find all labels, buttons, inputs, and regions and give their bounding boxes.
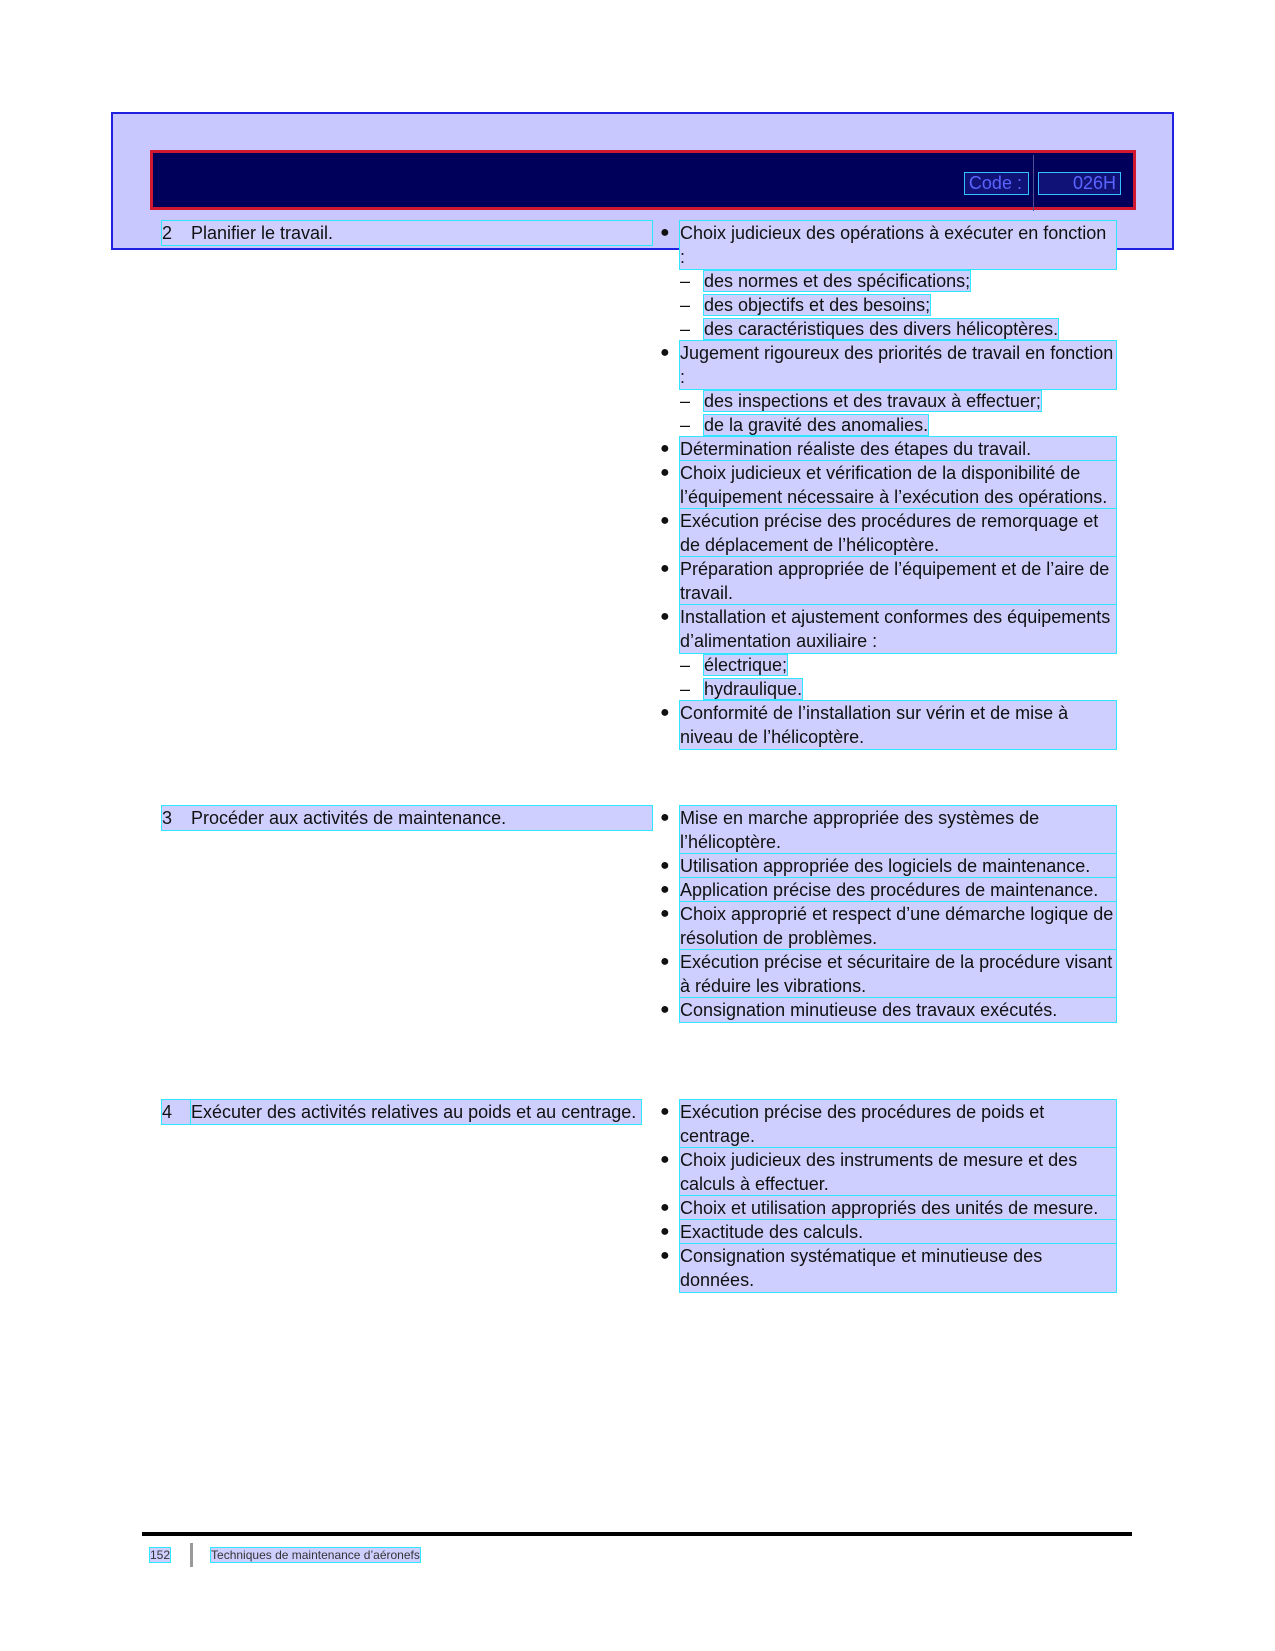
criterion-text: Utilisation appropriée des logiciels de maintenance. xyxy=(680,854,1116,878)
dash-icon: – xyxy=(680,655,691,675)
list-item xyxy=(656,950,1116,998)
criterion-text: Choix approprié et respect d’une démarche logique de résolution de problèmes. xyxy=(680,902,1116,950)
section-heading xyxy=(162,806,652,830)
sub-item xyxy=(656,269,1116,293)
code-value: 026H xyxy=(1038,172,1121,195)
bullet-icon: ● xyxy=(660,1223,670,1240)
list-item xyxy=(656,509,1116,557)
sub-item xyxy=(656,413,1116,437)
dash-icon: – xyxy=(680,415,691,435)
section-title: Planifier le travail. xyxy=(191,223,334,243)
sub-item xyxy=(656,653,1116,677)
program-title: Techniques de maintenance d’aéronefs xyxy=(211,1548,420,1562)
list-item xyxy=(656,341,1116,389)
code-label: Code : xyxy=(964,172,1029,195)
criteria-list xyxy=(656,221,1116,749)
criterion-text: Mise en marche appropriée des systèmes de l’hélicoptère. xyxy=(680,806,1116,854)
criteria-list xyxy=(656,1100,1116,1292)
dash-icon: – xyxy=(680,319,691,339)
list-item xyxy=(656,854,1116,878)
section-number: 2 xyxy=(162,223,173,243)
section-heading xyxy=(162,221,652,245)
footer-rule xyxy=(142,1532,1132,1536)
bullet-icon: ● xyxy=(660,560,670,577)
list-item xyxy=(656,998,1116,1022)
list-item xyxy=(656,1100,1116,1148)
bullet-icon: ● xyxy=(660,1199,670,1216)
bullet-icon: ● xyxy=(660,512,670,529)
list-item xyxy=(656,221,1116,269)
sub-item xyxy=(656,317,1116,341)
sub-item xyxy=(656,389,1116,413)
bullet-icon: ● xyxy=(660,953,670,970)
bullet-icon: ● xyxy=(660,881,670,898)
bullet-icon: ● xyxy=(660,440,670,457)
criterion-text: Exécution précise des procédures de remorquage et de déplacement de l’hélicoptère. xyxy=(680,509,1116,557)
list-item xyxy=(656,557,1116,605)
criterion-text: Exactitude des calculs. xyxy=(680,1220,1116,1244)
criterion-text: Exécution précise et sécuritaire de la procédure visant à réduire les vibrations. xyxy=(680,950,1116,998)
list-item xyxy=(656,1148,1116,1196)
criterion-text: Exécution précise des procédures de poids et centrage. xyxy=(680,1100,1116,1148)
section-number: 3 xyxy=(162,808,173,828)
bullet-icon: ● xyxy=(660,857,670,874)
list-item xyxy=(656,1220,1116,1244)
dash-icon: – xyxy=(680,295,691,315)
sub-item-text: des normes et des spécifications; xyxy=(704,271,971,291)
section-title: Procéder aux activités de maintenance. xyxy=(191,808,507,828)
list-item xyxy=(656,878,1116,902)
list-item xyxy=(656,806,1116,854)
criterion-text: Choix judicieux des opérations à exécuter en fonction : xyxy=(680,221,1116,269)
criterion-text: Jugement rigoureux des priorités de travail en fonction : xyxy=(680,341,1116,389)
list-item xyxy=(656,437,1116,461)
bullet-icon: ● xyxy=(660,1103,670,1120)
sub-item-text: des inspections et des travaux à effectuer; xyxy=(704,391,1041,411)
bullet-icon: ● xyxy=(660,1247,670,1264)
bullet-icon: ● xyxy=(660,608,670,625)
bullet-icon: ● xyxy=(660,905,670,922)
bullet-icon: ● xyxy=(660,809,670,826)
sub-item-text: électrique; xyxy=(704,655,788,675)
footer-separator xyxy=(190,1543,193,1567)
bullet-icon: ● xyxy=(660,1151,670,1168)
sub-item-text: hydraulique. xyxy=(704,679,803,699)
sub-item-text: des caractéristiques des divers hélicoptères. xyxy=(704,319,1059,339)
sub-item xyxy=(656,677,1116,701)
criteria-list xyxy=(656,806,1116,1022)
section-title: Exécuter des activités relatives au poids et au centrage. xyxy=(191,1100,641,1124)
criterion-text: Choix judicieux et vérification de la disponibilité de l’équipement nécessaire à l’exécution des opérations. xyxy=(680,461,1116,509)
criterion-text: Détermination réaliste des étapes du travail. xyxy=(680,437,1116,461)
list-item xyxy=(656,902,1116,950)
bullet-icon: ● xyxy=(660,1001,670,1018)
header-bar xyxy=(150,150,1136,210)
criterion-text: Conformité de l’installation sur vérin et de mise à niveau de l’hélicoptère. xyxy=(680,701,1116,749)
sub-item xyxy=(656,293,1116,317)
criterion-text: Consignation systématique et minutieuse des données. xyxy=(680,1244,1116,1292)
criterion-text: Préparation appropriée de l’équipement et de l’aire de travail. xyxy=(680,557,1116,605)
list-item xyxy=(656,1244,1116,1292)
dash-icon: – xyxy=(680,391,691,411)
code-box xyxy=(964,171,1121,195)
list-item xyxy=(656,701,1116,749)
criterion-text: Consignation minutieuse des travaux exécutés. xyxy=(680,998,1116,1022)
section-number: 4 xyxy=(162,1100,190,1124)
bullet-icon: ● xyxy=(660,224,670,241)
page-number: 152 xyxy=(150,1548,171,1562)
page-footer xyxy=(150,1544,420,1566)
bullet-icon: ● xyxy=(660,464,670,481)
sub-item-text: des objectifs et des besoins; xyxy=(704,295,931,315)
sub-item-text: de la gravité des anomalies. xyxy=(704,415,929,435)
code-separator xyxy=(1033,155,1034,211)
criterion-text: Application précise des procédures de maintenance. xyxy=(680,878,1116,902)
criterion-text: Choix et utilisation appropriés des unités de mesure. xyxy=(680,1196,1116,1220)
list-item xyxy=(656,605,1116,653)
list-item xyxy=(656,1196,1116,1220)
criterion-text: Choix judicieux des instruments de mesure et des calculs à effectuer. xyxy=(680,1148,1116,1196)
criterion-text: Installation et ajustement conformes des équipements d’alimentation auxiliaire : xyxy=(680,605,1116,653)
dash-icon: – xyxy=(680,679,691,699)
bullet-icon: ● xyxy=(660,704,670,721)
section-heading xyxy=(162,1100,652,1148)
dash-icon: – xyxy=(680,271,691,291)
bullet-icon: ● xyxy=(660,344,670,361)
list-item xyxy=(656,461,1116,509)
